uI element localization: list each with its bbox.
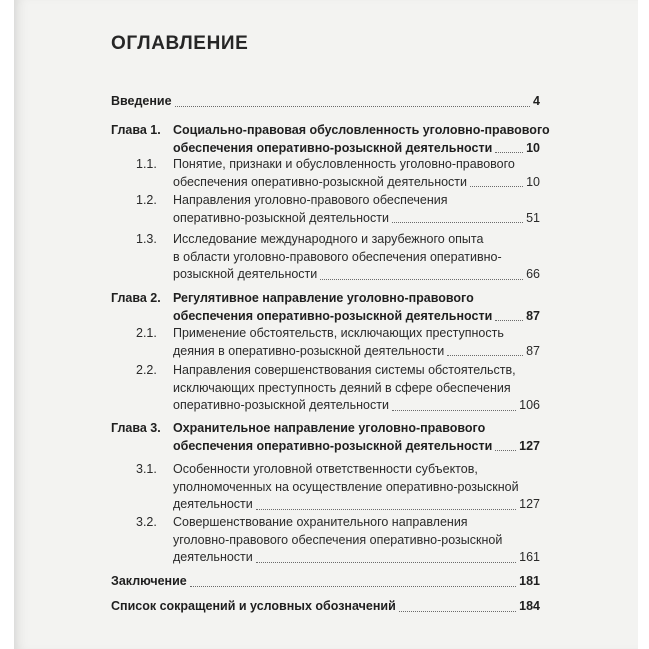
toc-entry-number: 3.2. [136, 515, 157, 529]
toc-entry-title-line: Социально-правовая обусловленность уголовно-правового [173, 123, 550, 137]
toc-entry-title-line: Введение [111, 94, 172, 108]
toc-entry-title-line: деяния в оперативно-розыскной деятельности [173, 343, 445, 358]
toc-entry-main [111, 93, 540, 111]
page-number: 66 [526, 267, 540, 281]
toc-entry-title-line: Охранительное направление уголовно-правового [173, 421, 486, 435]
toc-entry-title-line: обеспечения оперативно-розыскной деятельности [173, 174, 468, 189]
toc-entry-number: Глава 1. [111, 123, 161, 137]
page-number: 161 [519, 550, 540, 564]
toc-entry-number: 1.2. [136, 193, 157, 207]
toc-entry-number: 1.3. [136, 232, 157, 246]
toc-entry-number: Глава 2. [111, 291, 161, 305]
page-number: 184 [519, 599, 540, 613]
page-number: 127 [519, 438, 540, 453]
toc-entry-chapter [111, 420, 540, 455]
dot-leader [392, 222, 523, 223]
toc-entry-title-line: обеспечения оперативно-розыскной деятельности [173, 308, 493, 323]
dot-leader [392, 410, 516, 411]
page-number: 127 [519, 497, 540, 511]
dot-leader [190, 586, 516, 587]
toc-entry-number: 2.1. [136, 326, 157, 340]
page-title: ОГЛАВЛЕНИЕ [111, 33, 249, 54]
toc-entry-title-line: деятельности [173, 497, 253, 511]
toc-entry-number: 2.2. [136, 363, 157, 377]
page-number: 4 [533, 94, 540, 108]
toc-entry-section [136, 325, 540, 360]
dot-leader [495, 152, 523, 153]
toc-entry-section [136, 156, 540, 191]
toc-entry-main [111, 598, 540, 616]
dot-leader [320, 279, 523, 280]
toc-entry-title-line: Совершенствование охранительного направления [173, 515, 468, 529]
toc-entry-title-line: Применение обстоятельств, исключающих преступность [173, 326, 504, 340]
toc-entry-number: 1.1. [136, 157, 157, 171]
toc-entry-section [136, 192, 540, 227]
toc-entry-title-line: Исследование международного и зарубежного опыта [173, 232, 484, 246]
toc-entry-title-line: Заключение [111, 574, 187, 588]
page-number: 106 [519, 398, 540, 412]
toc-entry-title-line: Регулятивное направление уголовно-правового [173, 291, 474, 305]
toc-entry-title-line: в области уголовно-правового обеспечения оперативно- [173, 249, 502, 264]
toc-entry-title-line: оперативно-розыскной деятельности [173, 398, 389, 412]
page-number: 10 [526, 174, 540, 189]
dot-leader [175, 106, 530, 107]
dot-leader [399, 611, 516, 612]
dot-leader [447, 355, 523, 356]
page-number: 87 [526, 308, 540, 323]
toc-entry-section [136, 514, 540, 567]
toc-entry-number: Глава 3. [111, 421, 161, 435]
page-number: 51 [526, 210, 540, 225]
page-number: 87 [526, 343, 540, 358]
toc-entry-title-line: Направления уголовно-правового обеспечения [173, 193, 448, 207]
toc-entry-title-line: Направления совершенствования системы обстоятельств, [173, 363, 516, 377]
toc-entry-title-line: Понятие, признаки и обусловленность уголовно-правового [173, 157, 515, 171]
toc-entry-title-line: уполномоченных на осуществление оперативно-розыскной [173, 479, 519, 494]
page-number: 181 [519, 574, 540, 588]
toc-entry-title-line: деятельности [173, 550, 253, 564]
toc-entry-chapter [111, 290, 540, 325]
toc-entry-title-line: обеспечения оперативно-розыскной деятельности [173, 438, 493, 453]
dot-leader [256, 562, 516, 563]
toc-entry-title-line: обеспечения оперативно-розыскной деятельности [173, 140, 493, 155]
toc-entry-title-line: оперативно-розыскной деятельности [173, 210, 389, 225]
toc-entry-title-line: Особенности уголовной ответственности субъектов, [173, 462, 478, 476]
toc-entry-section [136, 231, 540, 284]
dot-leader [256, 509, 516, 510]
toc-entry-title-line: уголовно-правового обеспечения оперативно-розыскной [173, 532, 503, 547]
dot-leader [470, 186, 523, 187]
toc-entry-chapter [111, 122, 550, 157]
dot-leader [495, 320, 523, 321]
toc-entry-section [136, 461, 540, 514]
toc-entry-title-line: розыскной деятельности [173, 267, 318, 281]
toc-entry-title-line: исключающих преступность деяний в сфере обеспечения [173, 380, 511, 395]
page-number: 10 [526, 140, 540, 155]
toc-entry-main [111, 573, 540, 591]
toc-entry-title-line: Список сокращений и условных обозначений [111, 599, 396, 613]
toc-entry-section [136, 362, 540, 415]
toc-entry-number: 3.1. [136, 462, 157, 476]
dot-leader [495, 450, 516, 451]
